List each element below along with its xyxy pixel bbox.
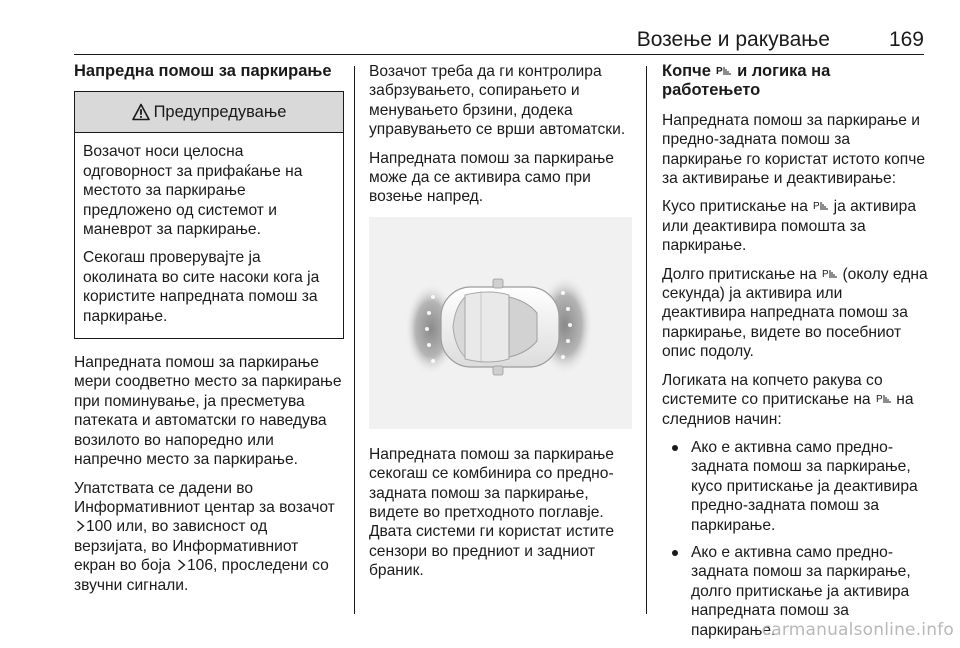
warning-text-2: Секогаш проверувајте ја околината во сите насоки кога ја користите напредната помош за паркирање. [83, 249, 320, 325]
paragraph-short-press [662, 197, 928, 255]
warning-text-1: Возачот носи целосна одговорност за прифаќање на местото за паркирање предложено од системот и маневрот за паркирање. [83, 143, 303, 239]
svg-text:P: P [822, 268, 829, 280]
list-item [662, 438, 928, 535]
column-left [74, 62, 344, 604]
paragraph-long-press [662, 265, 928, 362]
parking-assist-button-icon [813, 198, 828, 211]
heading-text-a: Копче [662, 62, 711, 80]
long-press-text-a: Долго притискање на [662, 265, 817, 283]
button-logic-heading [662, 62, 928, 101]
warning-body [75, 133, 343, 338]
parking-assist-button-icon [822, 266, 837, 279]
instructions-text-b: или, во зависност од верзијата, во Информативниот екран во боја [74, 518, 299, 575]
page-header [74, 28, 924, 55]
svg-text:P: P [716, 66, 724, 77]
short-press-text-b: ја активира или деактивира помошта за паркирање. [662, 198, 916, 255]
paragraph-forward-only: Напредната помош за паркирање може да се активира само при возење напред. [369, 149, 614, 206]
warning-box [74, 91, 344, 339]
svg-text:P: P [813, 201, 820, 213]
short-press-text-a: Кусо притискање на [662, 198, 808, 216]
svg-text:P: P [875, 394, 883, 406]
page-reference-106[interactable]: 106 [186, 557, 214, 575]
page-reference-icon [76, 518, 85, 530]
list-item-text: Ако е активна само предно-задната помош за паркирање, кусо притискање ја деактивира предно-задната помош за паркирање. [691, 438, 918, 534]
paragraph-instructions [74, 479, 344, 595]
column-divider [646, 66, 647, 614]
paragraph-combined-system: Напредната помош за паркирање секогаш се комбинира со предно-задната помош за паркирање, видете во претходното поглавје. Двата системи ги користат истите сензори во предниот и задниот браник. [369, 445, 615, 580]
paragraph-driver-control: Возачот треба да ги контролира забрзувањето, сопирањето и менувањето брзини, додека управувањето се врши автоматски. [369, 63, 626, 139]
column-middle [369, 62, 633, 590]
instructions-text-a: Упатствата се дадени во Информативниот центар за возачот [74, 479, 335, 516]
warning-header [75, 92, 343, 133]
heading-text-b: и логика на работењето [662, 62, 831, 100]
bullet-icon [672, 550, 678, 556]
list-item-text: Ако е активна само предно-задната помош за паркирање, долго притискање ја активира напредната помош за паркирање. [691, 543, 911, 639]
bullet-icon [672, 445, 678, 451]
instructions-text-c: , проследени со звучни сигнали. [74, 557, 329, 594]
long-press-text-b: (околу една секунда) ја активира или деактивира напредната помош за паркирање, видете во посебниот опис подолу. [662, 265, 928, 361]
warning-title: Предупредување [153, 102, 287, 121]
chapter-title: Возење и ракување [636, 28, 830, 51]
paragraph-shared-button: Напредната помош за паркирање и предно-задната помош за паркирање го користат истото копче за активирање и деактивирање: [662, 111, 925, 188]
column-divider [354, 66, 355, 614]
page-reference-100[interactable]: 100 [86, 518, 113, 536]
parking-assist-button-icon [876, 391, 891, 404]
button-logic-text-a: Логиката на копчето ракува со системите со притискање на [662, 371, 883, 409]
warning-triangle-icon [132, 103, 150, 121]
page-reference-icon [177, 557, 186, 569]
paragraph-intro: Напредната помош за паркирање мери соодветно место за паркирање при поминување, ја пресметува патеката и автоматски го наведува возилото во напоредно или напречно место за паркирање. [74, 354, 342, 469]
column-right [662, 62, 928, 648]
parking-assist-button-icon [716, 63, 731, 76]
button-logic-text-b: на следниов начин: [662, 391, 914, 428]
button-logic-list [662, 438, 928, 640]
section-title: Напредна помош за паркирање [74, 62, 332, 80]
watermark: carmanualsonline.info [761, 620, 954, 640]
page-number: 169 [888, 28, 924, 51]
paragraph-button-logic [662, 371, 928, 429]
car-parking-sensors-illustration [369, 217, 632, 429]
